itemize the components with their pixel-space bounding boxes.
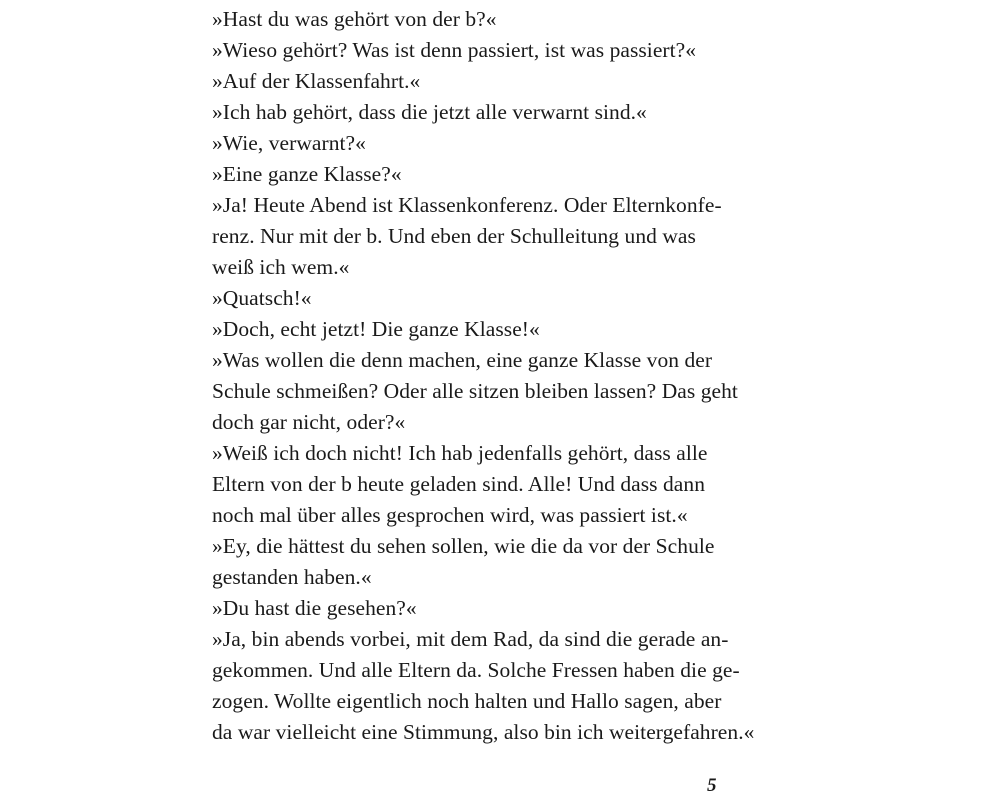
text-line: »Doch, echt jetzt! Die ganze Klasse!« bbox=[212, 317, 540, 341]
text-line: »Wie, verwarnt?« bbox=[212, 131, 366, 155]
text-line: »Hast du was gehört von der b?« bbox=[212, 7, 497, 31]
text-line: weiß ich wem.« bbox=[212, 255, 350, 279]
text-line: »Eine ganze Klasse?« bbox=[212, 162, 402, 186]
text-line: Schule schmeißen? Oder alle sitzen bleiben lassen? Das geht bbox=[212, 379, 738, 403]
text-line: renz. Nur mit der b. Und eben der Schulleitung und was bbox=[212, 224, 696, 248]
text-line: Eltern von der b heute geladen sind. Alle! Und dass dann bbox=[212, 472, 705, 496]
body-text bbox=[212, 4, 802, 748]
text-line: »Weiß ich doch nicht! Ich hab jedenfalls gehört, dass alle bbox=[212, 441, 708, 465]
text-line: »Quatsch!« bbox=[212, 286, 312, 310]
text-line: »Ja! Heute Abend ist Klassenkonferenz. Oder Elternkonfe- bbox=[212, 193, 722, 217]
text-line: noch mal über alles gesprochen wird, was passiert ist.« bbox=[212, 503, 688, 527]
text-line: »Ey, die hättest du sehen sollen, wie die da vor der Schule bbox=[212, 534, 715, 558]
text-line: »Was wollen die denn machen, eine ganze Klasse von der bbox=[212, 348, 713, 372]
text-line: »Du hast die gesehen?« bbox=[212, 596, 417, 620]
text-line: »Ja, bin abends vorbei, mit dem Rad, da sind die gerade an- bbox=[212, 627, 729, 651]
text-line: zogen. Wollte eigentlich noch halten und Hallo sagen, aber bbox=[212, 689, 722, 713]
text-line: »Ich hab gehört, dass die jetzt alle verwarnt sind.« bbox=[212, 100, 647, 124]
page-number: 5 bbox=[707, 775, 717, 796]
text-line: »Auf der Klassenfahrt.« bbox=[212, 69, 421, 93]
text-line: doch gar nicht, oder?« bbox=[212, 410, 406, 434]
text-line: gekommen. Und alle Eltern da. Solche Fressen haben die ge- bbox=[212, 658, 740, 682]
text-line: »Wieso gehört? Was ist denn passiert, ist was passiert?« bbox=[212, 38, 697, 62]
text-line: gestanden haben.« bbox=[212, 565, 372, 589]
text-line: da war vielleicht eine Stimmung, also bin ich weitergefahren.« bbox=[212, 720, 755, 744]
